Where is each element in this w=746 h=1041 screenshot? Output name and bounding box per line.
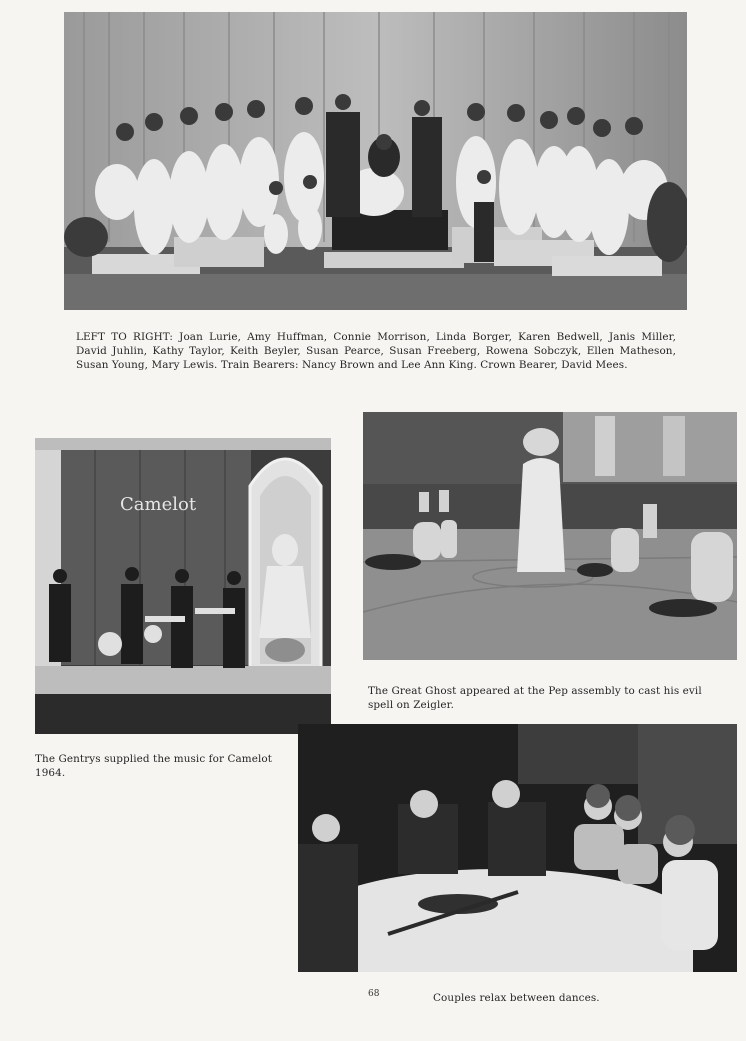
court-caption [76,330,676,372]
gentrys-caption-line-1: The Gentrys supplied the music for Camelot [35,753,273,765]
ghost-caption [368,684,740,712]
gentrys-caption-line-2: 1964. [35,767,66,779]
couples-caption: Couples relax between dances. [433,992,600,1004]
ghost-photo [363,412,737,660]
court-photo [64,12,687,310]
court-caption-line-2: David Juhlin, Kathy Taylor, Keith Beyler, Susan Pearce, Susan Freeberg, Rowena Sobczyk, Ellen Matheson, [76,345,676,357]
ghost-caption-line-2: spell on Zeigler. [368,699,454,711]
ghost-caption-line-1: The Great Ghost appeared at the Pep assembly to cast his evil [368,685,702,697]
camelot-sign: Camelot [120,494,197,515]
court-caption-line-3: Susan Young, Mary Lewis. Train Bearers: Nancy Brown and Lee Ann King. Crown Bearer, David Mees. [76,359,628,371]
gentrys-caption [35,752,295,780]
court-caption-line-1: LEFT TO RIGHT: Joan Lurie, Amy Huffman, Connie Morrison, Linda Borger, Karen Bedwell, Janis Miller, [76,331,676,343]
band-photo [35,438,331,734]
page-number: 68 [368,989,380,999]
couples-photo [298,724,737,972]
